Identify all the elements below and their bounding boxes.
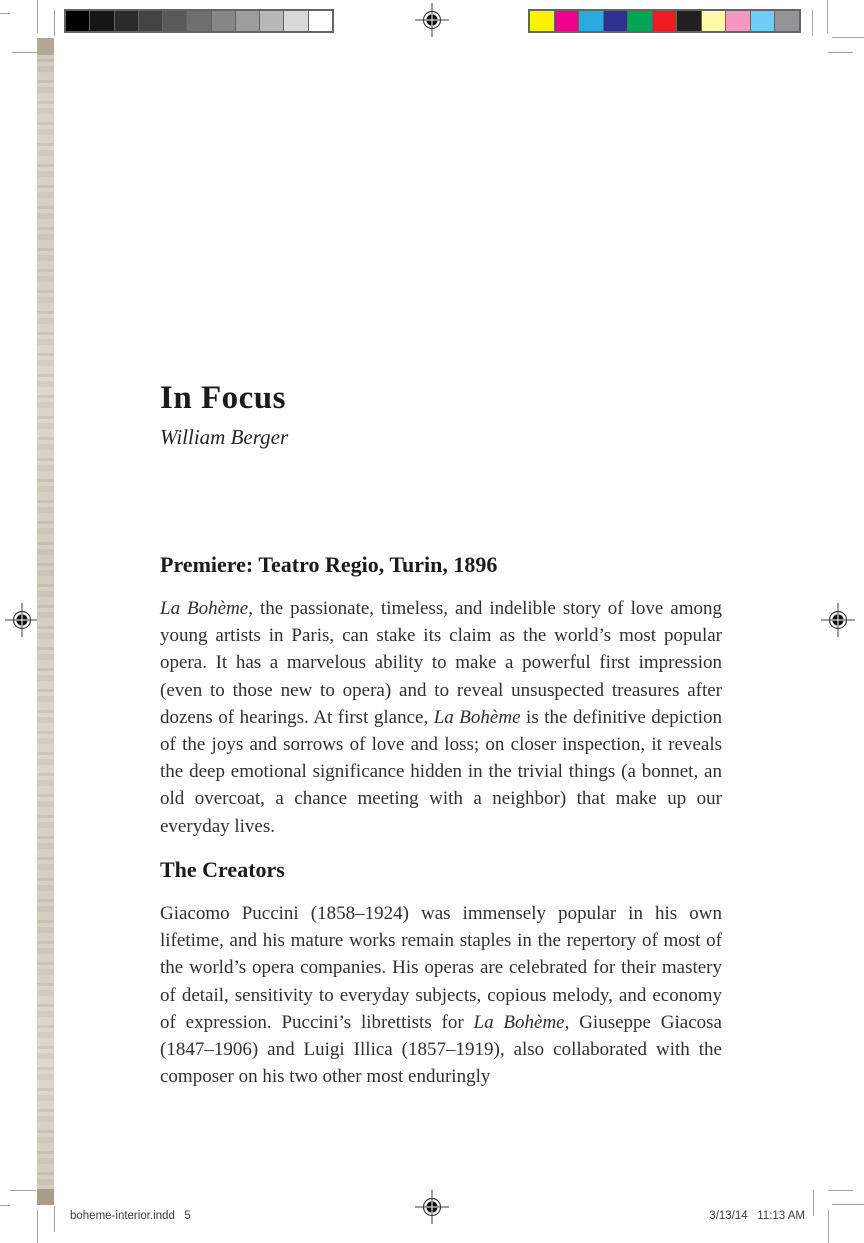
crop-mark	[0, 13, 10, 14]
color-swatch	[653, 11, 678, 31]
crop-mark	[828, 1190, 853, 1191]
color-swatch	[677, 11, 702, 31]
color-swatch	[115, 11, 139, 31]
crop-mark	[37, 0, 38, 33]
italic-title-text: La Bohème	[473, 1011, 565, 1033]
registration-mark-icon	[5, 603, 39, 637]
crop-mark	[54, 1206, 55, 1232]
byline: William Berger	[160, 425, 289, 449]
paragraph-creators	[160, 900, 722, 1090]
color-swatch	[628, 11, 653, 31]
color-swatch	[236, 11, 260, 31]
italic-title-text: La Bohème	[160, 598, 249, 619]
crop-mark	[10, 1190, 36, 1191]
color-swatch	[579, 11, 604, 31]
crop-mark	[828, 1210, 829, 1243]
registration-mark-icon	[821, 603, 855, 637]
section-heading-creators: The Creators	[160, 857, 285, 883]
color-swatch	[530, 11, 555, 31]
body-text: , Giuseppe Giacosa (1847–1906) and Luigi Illica (1857–1919), also collaborated with the composer on his two other most enduringly	[160, 1011, 722, 1088]
registration-mark-icon	[415, 1190, 449, 1224]
crop-mark	[12, 52, 38, 53]
crop-mark	[0, 1205, 10, 1206]
color-swatch	[212, 11, 236, 31]
color-swatch	[139, 11, 163, 31]
color-calibration-bar	[528, 9, 801, 33]
crop-mark	[832, 1204, 864, 1205]
color-swatch	[555, 11, 580, 31]
color-swatch	[187, 11, 211, 31]
color-swatch	[726, 11, 751, 31]
color-swatch	[284, 11, 308, 31]
crop-mark	[37, 1210, 38, 1243]
color-swatch	[604, 11, 629, 31]
document-filename-slug: boheme-interior.indd 5	[70, 1210, 191, 1222]
body-text: , the passionate, timeless, and indelible story of love among young artists in Paris, can stake its claim as the world’s most popular opera. It has a marvelous ability to make a powerful first impression (even to those new to opera) and to reveal unsuspected treasures after dozens of hearings. At first glance,	[160, 598, 722, 728]
body-text: is the definitive depiction of the joys and sorrows of love and loss; on closer inspection, it reveals the deep emotional significance hidden in the trivial things (a bonnet, an old overcoat, a chance meeting with a neighbor) that make up our everyday lives.	[160, 706, 722, 837]
color-swatch	[702, 11, 727, 31]
crop-mark	[828, 52, 853, 53]
color-swatch	[775, 11, 799, 31]
color-swatch	[90, 11, 114, 31]
body-text: Giacomo Puccini (1858–1924) was immensely popular in his own lifetime, and his mature works remain staples in the repertory of most of the world’s opera companies. His operas are celebrated for their mastery of detail, sensitivity to everyday subjects, copious melody, and economy of expression. Puccini’s librettists for	[160, 903, 722, 1033]
paper-strip-cap	[37, 38, 54, 55]
italic-title-text: La Bohème	[433, 706, 521, 728]
crop-mark	[827, 0, 828, 33]
registration-mark-icon	[415, 3, 449, 37]
page-title: In Focus	[160, 380, 286, 417]
timestamp-slug: 3/13/14 11:13 AM	[709, 1210, 805, 1222]
paragraph-premiere	[160, 595, 722, 840]
color-swatch	[163, 11, 187, 31]
crop-mark	[812, 10, 813, 36]
paper-strip-cap	[37, 1189, 54, 1205]
paper-texture-strip	[37, 38, 54, 1205]
crop-mark	[813, 1190, 814, 1216]
color-swatch	[260, 11, 284, 31]
color-swatch	[309, 11, 332, 31]
color-swatch	[751, 11, 776, 31]
grayscale-calibration-bar	[64, 9, 334, 33]
color-swatch	[66, 11, 90, 31]
crop-mark	[832, 37, 864, 38]
section-heading-premiere: Premiere: Teatro Regio, Turin, 1896	[160, 552, 498, 578]
crop-mark	[54, 10, 55, 36]
